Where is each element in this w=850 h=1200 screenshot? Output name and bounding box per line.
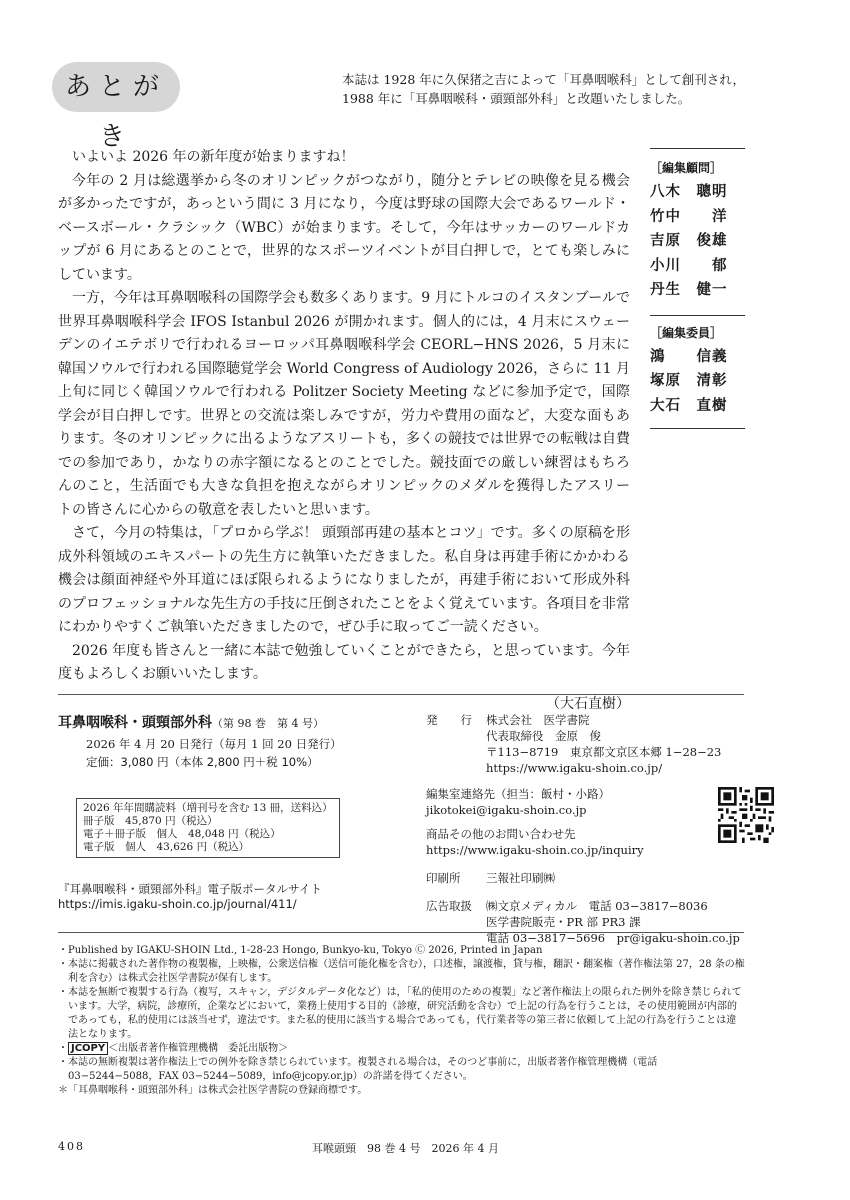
intro-line: 本誌は 1928 年に久保猪之吉によって「耳鼻咽喉科」として創刊され， <box>342 72 746 87</box>
ad-line: 電話 03−3817−5696 pr@igaku-shoin.co.jp <box>486 931 740 945</box>
print-label: 印刷所 <box>426 871 461 885</box>
advisor-name: 竹中 洋 <box>650 208 728 225</box>
note: ・本誌の無断複製は著作権法上での例外を除き禁じられています。複製される場合は，そのつど事前に，出版者著作権管理機構（電話 03−5244−5088，FAX 03−5244−5089，info@jcopy.or.jp）の許諾を得てください。 <box>58 1057 658 1082</box>
paragraph: さて，今月の特集は，「プロから学ぶ！ 頭頸部再建の基本とコツ」です。多くの原稿を形成外科領域のエキスパートの先生方に執筆いただきました。私自身は再建手術にかかわる機会は顔面神経や外耳道にほぼ限られるようになりましたが，再建手術において形成外科のプロフェッショナルな先生方の手技に圧倒されたことをよく覚えています。各項目を非常にわかりやすくご執筆いただきましたので，ぜひ手に取ってご一読ください。 <box>58 525 630 635</box>
journal-name <box>58 712 324 732</box>
publisher-info <box>426 712 740 946</box>
subscription-line: 2026 年年間購読料（増刊号を含む 13 冊，送料込） <box>83 802 333 814</box>
portal-info <box>58 882 322 912</box>
note: ・本誌を無断で複製する行為（複写，スキャン，デジタルデータ化など）は，「私的使用のための複製」など著作権法上の限られた例外を除き禁じられています。大学，病院，診療所，企業などにおいて，業務上使用する目的（診療，研究活動を含む）で上記の行為を行うことは，その使用範囲が内部的であっても，私的使用には該当せず，違法です。また私的使用に該当する場合であっても，代行業者等の第三者に依頼して上記の行為を行うことは違法となります。 <box>58 987 742 1040</box>
advisor-name: 小川 郁 <box>650 257 728 274</box>
inquiry-label: 商品その他のお問い合わせ先 <box>426 827 576 841</box>
advisors-label: ［編集顧問］ <box>650 161 723 175</box>
ad-line: ㈱文京メディカル 電話 03−3817−8036 <box>486 899 708 913</box>
editorial-label: 編集室連絡先（担当：飯村・小路） <box>426 787 610 801</box>
copyright-notes <box>58 944 746 1098</box>
note: ・ JCOPY ＜出版者著作権管理機構 委託出版物＞ <box>58 1043 289 1054</box>
committee-name: 塚原 清彰 <box>650 373 728 389</box>
journal-volume: （第 98 巻 第 4 号） <box>212 717 324 730</box>
advisor-name: 吉原 俊雄 <box>650 233 728 249</box>
intro-text <box>342 70 802 108</box>
journal-title: 耳鼻咽喉科・頭頸部外科 <box>58 715 212 731</box>
price: 定価：3,080 円（本体 2,800 円＋税 10%） <box>86 755 319 769</box>
committee-name: 鴻 信義 <box>650 348 728 365</box>
publisher-label: 発 行 <box>426 713 472 727</box>
committee-name: 大石 直樹 <box>650 397 728 414</box>
paragraph: 2026 年度も皆さんと一緒に本誌で勉強していくことができたら，と思っています。今年度もよろしくお願いいたします。 <box>58 642 630 682</box>
divider <box>58 694 744 695</box>
portal-link[interactable]: https://imis.igaku-shoin.co.jp/journal/411/ <box>58 897 297 911</box>
divider <box>58 932 744 933</box>
paragraph: 今年の 2 月は総選挙から冬のオリンピックがつながり，随分とテレビの映像を見る機会が多かったですが，あっという間に 3 月になり，今度は野球の国際大会であるワールド・ベースボール・クラシック（WBC）が始まります。そして，今年はサッカーのワールドカップが 6 月にあるとのことで，世界的なスポーツイベントが目白押しで，とても楽しみにしています。 <box>58 172 630 283</box>
publisher-url[interactable]: https://www.igaku-shoin.co.jp/ <box>486 761 663 775</box>
subscription-box <box>76 798 340 858</box>
jcopy-note: ＜出版者著作権管理機構 委託出版物＞ <box>108 1043 289 1054</box>
divider <box>650 428 745 429</box>
publisher-rep: 代表取締役 金原 俊 <box>486 729 601 743</box>
note: ・Published by IGAKU-SHOIN Ltd., 1-28-23 Hongo, Bunkyo-ku, Tokyo Ⓒ 2026, Printed in Japan <box>58 945 543 956</box>
advisor-name: 八木 聰明 <box>650 184 728 200</box>
inquiry-url[interactable]: https://www.igaku-shoin.co.jp/inquiry <box>426 843 644 857</box>
subscription-line: 冊子版 45,870 円（税込） <box>83 815 218 827</box>
issue-date: 2026 年 4 月 20 日発行（毎月 1 回 20 日発行） <box>86 737 342 751</box>
jcopy-badge: JCOPY <box>68 1042 108 1055</box>
ad-line: 医学書院販売・PR 部 PR3 課 <box>486 915 641 929</box>
footer-journal: 耳喉頭頸 98 巻 4 号 2026 年 4 月 <box>312 1142 499 1155</box>
signature: （大石直樹） <box>546 695 630 712</box>
page-title: あとがき <box>52 62 180 112</box>
subscription-line: 電子＋冊子版 個人 48,048 円（税込） <box>83 828 281 840</box>
qr-code-icon <box>718 787 774 843</box>
divider <box>650 315 745 316</box>
ad-label: 広告取扱 <box>426 899 472 913</box>
body-text <box>58 146 630 716</box>
paragraph: いよいよ 2026 年の新年度が始まりますね！ <box>72 149 355 165</box>
page-number: 408 <box>58 1140 85 1153</box>
note: ＊「耳鼻咽喉科・頭頸部外科」は株式会社医学書院の登録商標です。 <box>58 1085 368 1096</box>
note: ・本誌に掲載された著作物の複製権，上映権，公衆送信権（送信可能化権を含む），口述権，譲渡権，貸与権，翻訳・翻案権（著作権法第 27，28 条の権利を含む）は株式会社医学書院が保有します。 <box>58 959 745 984</box>
paragraph: 一方，今年は耳鼻咽喉科の国際学会も数多くあります。9 月にトルコのイスタンブールで世界耳鼻咽喉科学会 IFOS Istanbul 2026 が開かれます。個人的には，4 月末にスウェーデンのイエテボリで行われるヨーロッパ耳鼻咽喉科学会 CEORL−HNS 2026，5 月末に韓国ソウルで行われる国際聴覚学会 World Congress of Audiology 2026，さらに 11 月上旬に同じく韓国ソウルで行われる Politzer Society Meeting などに参加予定で，国際学会が目白押しです。世界との交流は楽しみですが，労力や費用の面など，大変な面もあります。冬のオリンピックに出るようなアスリートも，多くの競技では世界での転戦は自費での参加であり，かなりの赤字額になるとのことでした。競技面での厳しい練習はもちろんのこと，生活面でも大きな負担を抱えながらオリンピックのメダルを獲得したアスリートの皆さんに心からの敬意を表したいと思います。 <box>58 290 630 518</box>
publisher-name: 株式会社 医学書院 <box>486 713 590 727</box>
advisor-name: 丹生 健一 <box>650 282 728 298</box>
committee-label: ［編集委員］ <box>650 325 723 340</box>
intro-line: 1988 年に「耳鼻咽喉科・頭頸部外科」と改題いたしました。 <box>342 91 691 106</box>
publisher-address: 〒113−8719 東京都文京区本郷 1−28−23 <box>486 745 722 759</box>
printer-name: 三報社印刷㈱ <box>486 871 555 885</box>
editorial-email[interactable]: jikotokei@igaku-shoin.co.jp <box>426 803 587 817</box>
editors-sidebar <box>650 148 745 429</box>
subscription-line: 電子版 個人 43,626 円（税込） <box>83 841 250 853</box>
portal-title: 『耳鼻咽喉科・頭頸部外科』電子版ポータルサイト <box>58 882 322 896</box>
